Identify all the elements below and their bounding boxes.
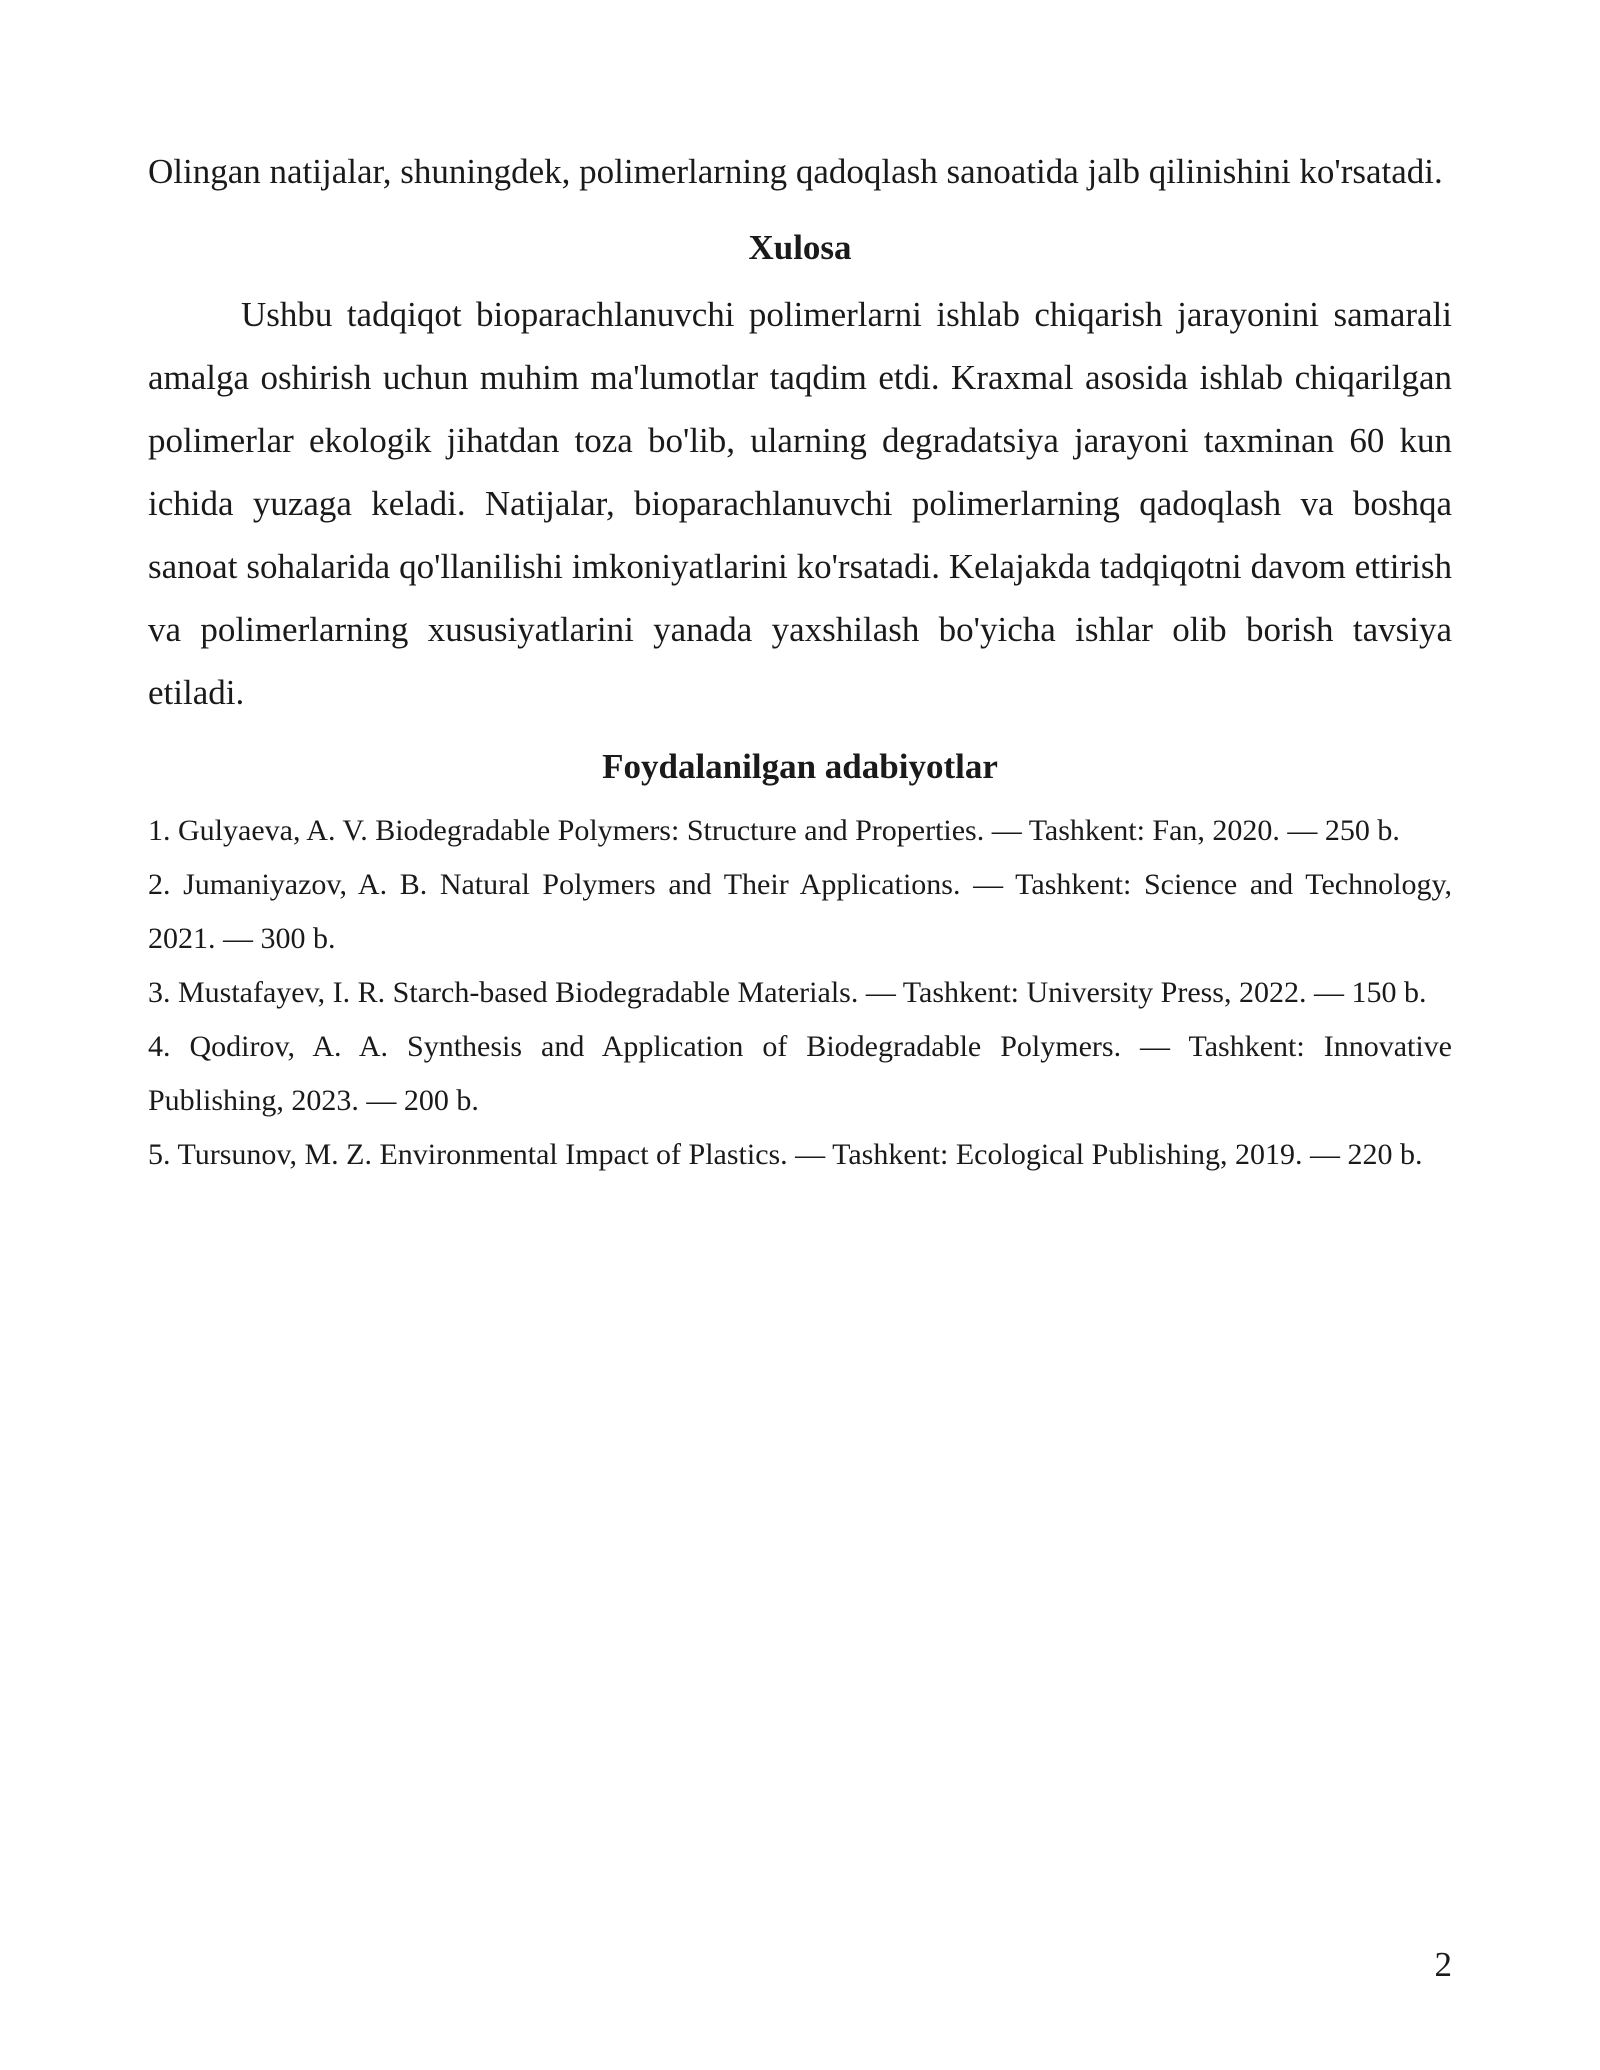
conclusion-paragraph: Ushbu tadqiqot bioparachlanuvchi polimerlarni ishlab chiqarish jarayonini samarali amalga oshirish uchun muhim ma'lumotlar taqdim etdi. Kraxmal asosida ishlab chiqarilgan polimerlar ekologik jihatdan toza bo'lib, ularning degradatsiya jarayoni taxminan 60 kun ichida yuzaga keladi. Natijalar, bioparachlanuvchi polimerlarning qadoqlash va boshqa sanoat sohalarida qo'llanilishi imkoniyatlarini ko'rsatadi. Kelajakda tadqiqotni davom ettirish va polimerlarning xususiyatlarini yanada yaxshilash bo'yicha ishlar olib borish tavsiya etiladi. [148,295,1452,712]
reference-item: 4. Qodirov, A. A. Synthesis and Application of Biodegradable Polymers. — Tashkent: Innovative Publishing, 2023. — 200 b. [148,1030,1452,1117]
reference-item: 2. Jumaniyazov, A. B. Natural Polymers and Their Applications. — Tashkent: Science and Technology, 2021. — 300 b. [148,868,1452,955]
intro-paragraph: Olingan natijalar, shuningdek, polimerlarning qadoqlash sanoatida jalb qilinishini ko'rsatadi. [148,152,1443,191]
references-list [148,804,1452,1182]
page-number: 2 [1434,1945,1452,1984]
document-page [148,140,1452,1182]
reference-item: 5. Tursunov, M. Z. Environmental Impact of Plastics. — Tashkent: Ecological Publishing, 2019. — 220 b. [148,1138,1423,1171]
reference-item: 3. Mustafayev, I. R. Starch-based Biodegradable Materials. — Tashkent: University Press, 2022. — 150 b. [148,976,1427,1009]
reference-item: 1. Gulyaeva, A. V. Biodegradable Polymers: Structure and Properties. — Tashkent: Fan, 2020. — 250 b. [148,814,1400,847]
conclusion-heading: Xulosa [748,228,852,267]
references-heading: Foydalanilgan adabiyotlar [602,747,998,786]
